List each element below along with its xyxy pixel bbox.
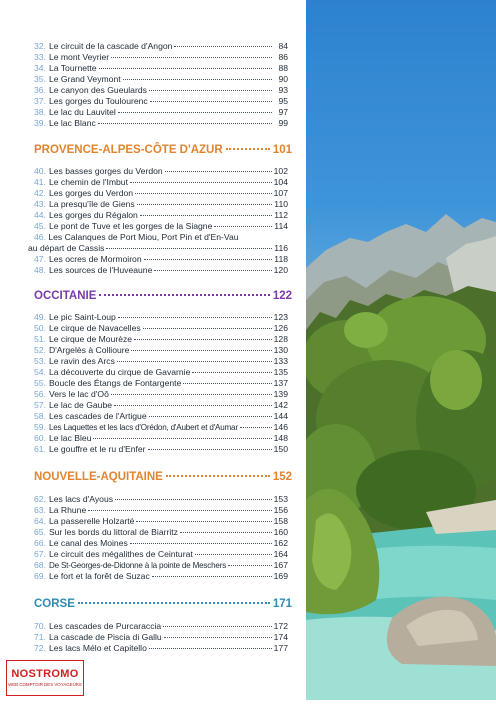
leader-dots (111, 57, 272, 58)
section-header-paca (34, 143, 292, 157)
leader-dots (164, 637, 272, 638)
toc-page: 90 (278, 74, 288, 84)
toc-entry (34, 571, 288, 582)
toc-number: 40. (34, 166, 46, 176)
toc-title: Le cirque de Mourèze (48, 334, 133, 344)
toc-title: Les gorges du Verdon (48, 188, 134, 198)
toc-entry (34, 118, 288, 129)
toc-number: 63. (34, 505, 46, 515)
toc-page: 88 (278, 63, 288, 73)
toc-page: 146 (273, 422, 288, 432)
toc-page: 93 (278, 85, 288, 95)
toc-page: 150 (273, 444, 288, 454)
toc-title: Le lac Blanc (48, 118, 96, 128)
toc-title: Les Calanques de Port Miou, Port Pin et d'En-Vau (48, 232, 239, 242)
toc-number: 67. (34, 549, 46, 559)
toc-number: 71. (34, 632, 46, 642)
leader-dots (78, 602, 270, 604)
toc-entry (34, 560, 288, 571)
toc-number: 53. (34, 356, 46, 366)
toc-entry (34, 221, 288, 232)
section-title: NOUVELLE-AQUITAINE (34, 471, 163, 483)
toc-page: 172 (273, 621, 288, 631)
toc-number: 48. (34, 265, 46, 275)
leader-dots (93, 438, 271, 439)
toc-entry (34, 210, 288, 221)
toc-page: 137 (273, 378, 288, 388)
toc-title: Le chemin de l'Imbut (48, 177, 128, 187)
toc-page: 120 (273, 265, 288, 275)
toc-title: La presqu'île de Giens (48, 199, 135, 209)
toc-entry (34, 74, 288, 85)
toc-title: Les gorges du Toulourenc (48, 96, 148, 106)
leader-dots (183, 383, 271, 384)
toc-entry (34, 400, 288, 411)
toc-page: 169 (273, 571, 288, 581)
toc-number: 47. (34, 254, 46, 264)
toc-number: 72. (34, 643, 46, 653)
leader-dots (240, 427, 272, 428)
toc-entry (34, 63, 288, 74)
leader-dots (143, 328, 272, 329)
section-title: OCCITANIE (34, 290, 97, 302)
toc-page: 112 (274, 210, 288, 220)
toc-number: 32. (34, 41, 46, 51)
toc-page: 160 (273, 527, 288, 537)
logo-tagline: WEB COMPTOIR DES VOYAGEURS (8, 682, 82, 687)
toc-number: 57. (34, 400, 46, 410)
toc-title: Vers le lac d'Oô (48, 389, 109, 399)
toc-number: 52. (34, 345, 46, 355)
toc-number: 56. (34, 389, 46, 399)
toc-title: Le pic Saint-Loup (48, 312, 116, 322)
toc-page: 102 (273, 166, 288, 176)
leader-dots (130, 182, 272, 183)
toc-entry (34, 107, 288, 118)
toc-page: 162 (273, 538, 288, 548)
leader-dots (114, 405, 272, 406)
toc-entry (34, 177, 288, 188)
toc-title: Le lac du Lauvitel (48, 107, 116, 117)
toc-entry (34, 527, 288, 538)
toc-page: 114 (274, 221, 288, 231)
toc-number: 51. (34, 334, 46, 344)
toc-title: D'Argelès à Collioure (48, 345, 130, 355)
toc-number: 42. (34, 188, 46, 198)
leader-dots (149, 648, 272, 649)
toc-page: 133 (273, 356, 288, 366)
section-page: 122 (272, 290, 292, 302)
toc-number: 55. (34, 378, 46, 388)
toc-page: 167 (273, 560, 288, 570)
toc-entry (34, 96, 288, 107)
toc-page: 174 (273, 632, 288, 642)
toc-number: 43. (34, 199, 46, 209)
leader-dots (163, 626, 271, 627)
leader-dots (137, 204, 272, 205)
leader-dots (117, 361, 272, 362)
toc-number: 69. (34, 571, 46, 581)
toc-title: Le Grand Veymont (48, 74, 121, 84)
section-page: 152 (272, 471, 292, 483)
toc-number: 60. (34, 433, 46, 443)
toc-entry (34, 188, 288, 199)
section-title: PROVENCE-ALPES-CÔTE D'AZUR (34, 144, 223, 156)
leader-dots (150, 101, 272, 102)
leader-dots (152, 576, 272, 577)
toc-entry (34, 254, 288, 265)
toc-title: Le lac Bleu (48, 433, 92, 443)
toc-number: 35. (34, 74, 46, 84)
leader-dots (149, 90, 272, 91)
leader-dots (118, 112, 272, 113)
toc-entry (34, 422, 288, 433)
toc-number: 66. (34, 538, 46, 548)
toc-title: Le canyon des Gueulards (48, 85, 147, 95)
toc-title: La cascade de Piscia di Gallu (48, 632, 162, 642)
leader-dots (130, 543, 272, 544)
leader-dots (123, 79, 272, 80)
toc-number: 39. (34, 118, 46, 128)
canyon-river-image (306, 0, 496, 700)
leader-dots (154, 270, 271, 271)
leader-dots (111, 394, 272, 395)
toc-page: 142 (273, 400, 288, 410)
toc-page: 177 (273, 643, 288, 653)
toc-page: 123 (273, 312, 288, 322)
section-title: CORSE (34, 598, 75, 610)
toc-title: Le lac de Gaube (48, 400, 113, 410)
toc-title: Le ravin des Arcs (48, 356, 115, 366)
toc-number: 59. (34, 422, 46, 432)
toc-title: Les sources de l'Huveaune (48, 265, 153, 275)
toc-title: Les cascades de l'Artigue (48, 411, 147, 421)
toc-title: Boucle des Étangs de Fontargente (48, 378, 182, 388)
section-header-corse (34, 597, 292, 611)
toc-number: 50. (34, 323, 46, 333)
toc-number: 33. (34, 52, 46, 62)
toc-entry (34, 516, 288, 527)
section-page: 101 (272, 144, 292, 156)
section-header-occitanie (34, 289, 292, 303)
toc-page: 118 (274, 254, 288, 264)
toc-title: Les lacs Mélo et Capitello (48, 643, 147, 653)
toc-entry (34, 411, 288, 422)
leader-dots (106, 248, 272, 249)
toc-entry (34, 621, 288, 632)
toc-entry (34, 643, 288, 654)
toc-entry (34, 549, 288, 560)
toc-number: 64. (34, 516, 46, 526)
toc-page: 84 (278, 41, 288, 51)
toc-entry (34, 356, 288, 367)
leader-dots (135, 193, 272, 194)
toc-entry (34, 52, 288, 63)
leader-dots (226, 148, 270, 150)
leader-dots (115, 499, 272, 500)
leader-dots (99, 294, 269, 296)
leader-dots (228, 565, 272, 566)
toc-title: Le circuit de la cascade d'Angon (48, 41, 173, 51)
toc-page: 116 (274, 243, 288, 253)
toc-title: Les cascades de Purcaraccia (48, 621, 162, 631)
toc-number: 49. (34, 312, 46, 322)
toc-number: 46. (34, 232, 46, 242)
leader-dots (166, 475, 270, 477)
toc-number: 44. (34, 210, 46, 220)
section-header-nouvelle-aquitaine (34, 470, 292, 484)
leader-dots (131, 350, 271, 351)
toc-page: 97 (278, 107, 288, 117)
toc-entry (34, 345, 288, 356)
section-page: 171 (272, 598, 292, 610)
toc-title: De St-Georges-de-Didonne à la pointe de Meschers (48, 561, 227, 570)
leader-dots (144, 259, 272, 260)
toc-page: 126 (273, 323, 288, 333)
toc-page: 148 (273, 433, 288, 443)
toc-number: 37. (34, 96, 46, 106)
toc-entry (34, 538, 288, 549)
toc-entry (34, 505, 288, 516)
toc-number: 58. (34, 411, 46, 421)
toc-number: 65. (34, 527, 46, 537)
toc-page: 128 (273, 334, 288, 344)
toc-page: 153 (273, 494, 288, 504)
toc-title: Les lacs d'Ayous (48, 494, 114, 504)
toc-page: 107 (273, 188, 288, 198)
landscape-photo (306, 0, 496, 700)
toc-number: 68. (34, 560, 46, 570)
toc-entry (34, 389, 288, 400)
toc-title: Les basses gorges du Verdon (48, 166, 163, 176)
toc-entry (34, 323, 288, 334)
toc-page: 164 (273, 549, 288, 559)
toc-number: 62. (34, 494, 46, 504)
toc-entry (34, 433, 288, 444)
toc-entry (34, 199, 288, 210)
toc-title: Le cirque de Navacelles (48, 323, 141, 333)
toc-page: 156 (273, 505, 288, 515)
toc-entry (34, 41, 288, 52)
toc-entry (34, 232, 288, 243)
toc-page: 139 (273, 389, 288, 399)
toc-page: 104 (273, 177, 288, 187)
leader-dots (148, 449, 272, 450)
leader-dots (88, 510, 271, 511)
leader-dots (136, 521, 271, 522)
toc-page: 110 (274, 199, 288, 209)
toc-title: Le gouffre et le ru d'Enfer (48, 444, 146, 454)
toc-number: 54. (34, 367, 46, 377)
toc-page: 135 (273, 367, 288, 377)
toc-entry (34, 367, 288, 378)
toc-title: Le canal des Moines (48, 538, 128, 548)
toc-number: 36. (34, 85, 46, 95)
toc-number: 34. (34, 63, 46, 73)
leader-dots (149, 416, 272, 417)
nostromo-logo (6, 660, 84, 696)
leader-dots (99, 68, 272, 69)
toc-number: 45. (34, 221, 46, 231)
toc-page: 158 (273, 516, 288, 526)
toc-entry-continuation (28, 243, 288, 254)
toc-title: La Tournette (48, 63, 97, 73)
toc-entry (34, 85, 288, 96)
toc-page: 130 (273, 345, 288, 355)
leader-dots (192, 372, 271, 373)
leader-dots (180, 532, 272, 533)
toc-entry (34, 494, 288, 505)
toc-number: 38. (34, 107, 46, 117)
toc-entry (34, 312, 288, 323)
toc-title: La passerelle Holzarté (48, 516, 135, 526)
toc-title: Les Laquettes et les lacs d'Orédon, d'Aubert et d'Aumar (48, 423, 238, 432)
leader-dots (165, 171, 272, 172)
toc-title: Le pont de Tuve et les gorges de la Siagne (48, 221, 213, 231)
toc-title: La Rhune (48, 505, 87, 515)
toc-title: Les gorges du Régalon (48, 210, 138, 220)
toc-entry (34, 166, 288, 177)
toc-title: Le fort et la forêt de Suzac (48, 571, 150, 581)
leader-dots (214, 226, 272, 227)
toc-number: 41. (34, 177, 46, 187)
leader-dots (174, 46, 272, 47)
toc-title-continuation: au départ de Cassis (28, 243, 105, 253)
toc-title: Les ocres de Mormoiron (48, 254, 142, 264)
toc-title: Le mont Veyrier (48, 52, 110, 62)
leader-dots (140, 215, 272, 216)
toc-page: 144 (273, 411, 288, 421)
leader-dots (195, 554, 272, 555)
toc-entry (34, 334, 288, 345)
toc-entry (34, 378, 288, 389)
toc-title: Sur les bords du littoral de Biarritz (48, 527, 178, 537)
leader-dots (134, 339, 272, 340)
toc-title: La découverte du cirque de Gavarnie (48, 367, 191, 377)
toc-title: Le circuit des mégalithes de Ceinturat (48, 549, 193, 559)
leader-dots (98, 123, 272, 124)
toc-entry (34, 632, 288, 643)
toc-entry (34, 265, 288, 276)
logo-name: NOSTROMO (11, 668, 79, 680)
toc-page: 95 (278, 96, 288, 106)
toc-page: 99 (278, 118, 288, 128)
toc-number: 70. (34, 621, 46, 631)
toc-number: 61. (34, 444, 46, 454)
toc-entry (34, 444, 288, 455)
leader-dots (118, 317, 272, 318)
toc-page: 86 (278, 52, 288, 62)
